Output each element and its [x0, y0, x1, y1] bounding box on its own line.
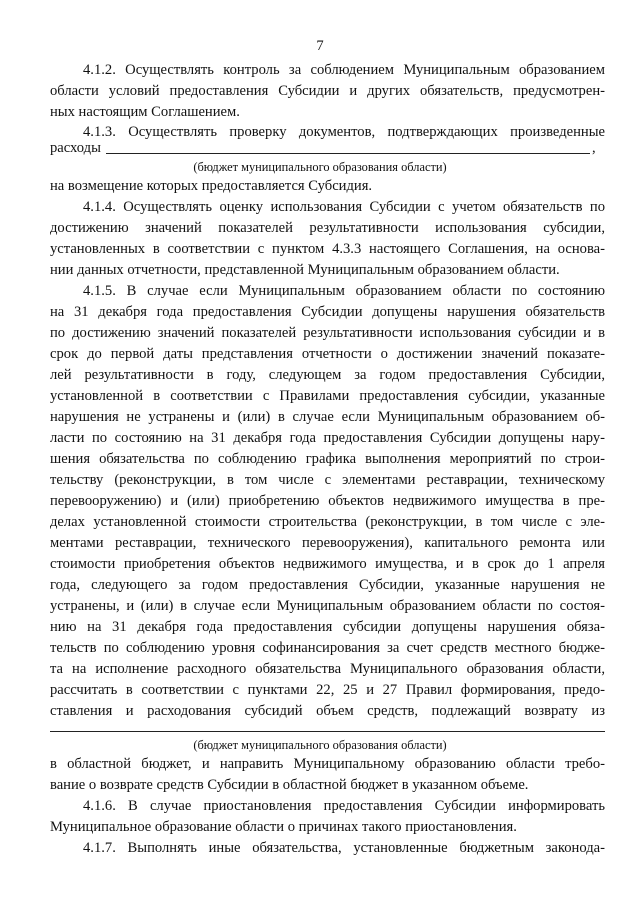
text-line: ных настоящим Соглашением.: [50, 104, 240, 120]
text-line: нарушения не устранены и (или) в случае если Муниципальным образованием об-: [50, 409, 605, 425]
text-line: 4.1.5. В случае если Муниципальным образованием области по состоянию: [83, 283, 605, 299]
text-line: нии данных отчетности, представленной Муниципальным образованием области.: [50, 262, 560, 278]
text-line: ставления и расходования субсидий объем средств, подлежащий возврату из: [50, 703, 605, 719]
text-line: достижению значений показателей результативности использования субсидии,: [50, 220, 605, 236]
text-line: Муниципальное образование области о причинах такого приостановления.: [50, 819, 517, 835]
text-line: по достижению значений показателей результативности использования субсидии и в: [50, 325, 605, 341]
text-line: срок до первой даты представления отчетности о достижении значений показате-: [50, 346, 605, 362]
text-line: та на исполнение расходного обязательства Муниципального образования области,: [50, 661, 605, 677]
text-line: нию на 31 декабря года предоставления субсидии допущены нарушения обяза-: [50, 619, 605, 635]
text-line: установленной в соответствии с Правилами предоставления субсидии, указанные: [50, 388, 605, 404]
text-line: 4.1.2. Осуществлять контроль за соблюдением Муниципальным образованием: [83, 62, 605, 78]
fill-in-line: [50, 731, 605, 732]
text-line: делах установленной стоимости строительства (реконструкции, в том числе с эле-: [50, 514, 605, 530]
text-line: тельству (реконструкции, в том числе с элементами реставрации, техническому: [50, 472, 605, 488]
text-line: 4.1.7. Выполнять иные обязательства, установленные бюджетным законода-: [83, 840, 605, 856]
page-number: 7: [316, 38, 324, 54]
text-line: ментами реставрации, технического перевооружения), капитального ремонта или: [50, 535, 605, 551]
field-caption: (бюджет муниципального образования области): [193, 160, 447, 174]
text-line: года, следующего за годом предоставления Субсидии, указанные нарушения не: [50, 577, 605, 593]
text-line: на возмещение которых предоставляется Субсидия.: [50, 178, 373, 194]
text-line: 4.1.6. В случае приостановления предоставления Субсидии информировать: [83, 798, 605, 814]
text-line: на 31 декабря года предоставления Субсидии допущены нарушения обязательств: [50, 304, 605, 320]
text-line: устранены, и (или) в случае если Муниципальным образованием области по состоя-: [50, 598, 605, 614]
fill-in-line: [106, 153, 590, 154]
text-line: области условий предоставления Субсидии и других обязательств, предусмотрен-: [50, 83, 605, 99]
text-line: рассчитать в соответствии с пунктами 22, 25 и 27 Правил формирования, предо-: [50, 682, 605, 698]
text-line: ласти по состоянию на 31 декабря года предоставления Субсидии допущены нару-: [50, 430, 605, 446]
text-line: шения обязательства по соблюдению графика выполнения мероприятий по строи-: [50, 451, 605, 467]
text-line: 4.1.3. Осуществлять проверку документов, подтверждающих произведенные: [83, 124, 605, 140]
text-line: вание о возврате средств Субсидии в областной бюджет в указанном объеме.: [50, 777, 529, 793]
text-line: стоимости приобретения объектов недвижимого имущества, и в срок до 1 апреля: [50, 556, 605, 572]
text-line: 4.1.4. Осуществлять оценку использования Субсидии с учетом обязательств по: [83, 199, 605, 215]
text-line: установленных в соответствии с пунктом 4.3.3 настоящего Соглашения, на основа-: [50, 241, 605, 257]
text-line: тельств по соблюдению уровня софинансирования за счет средств местного бюдже-: [50, 640, 605, 656]
trailing-comma: ,: [592, 140, 596, 156]
text-line: лей результативности в году, следующем за годом предоставления Субсидии,: [50, 367, 605, 383]
expenses-label: расходы: [50, 140, 101, 156]
text-line: в областной бюджет, и направить Муниципальному образованию области требо-: [50, 756, 605, 772]
field-caption: (бюджет муниципального образования области): [193, 738, 447, 752]
text-line: перевооружению) и (или) приобретению объектов недвижимого имущества в пре-: [50, 493, 605, 509]
